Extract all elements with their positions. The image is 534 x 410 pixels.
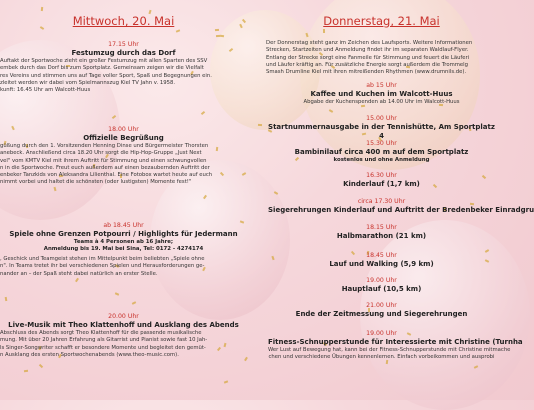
event-title: Siegerehrungen Kinderlauf und Auftritt der Bredenbeker Einradgru bbox=[268, 206, 534, 214]
event-subtitle: kostenlos und ohne Anmeldung bbox=[333, 157, 430, 163]
event-text: enbeker Tanzkids von Aleksandra Lilienthal. Eine Fotobox wartet heute auf euch bbox=[0, 172, 213, 179]
event-text: embek durch das Dorf bis zum Sportplatz. Gemeinsam zeigen wir die Vielfalt bbox=[0, 65, 204, 72]
event-text: anebeck. Anschließend circa 18.20 Uhr sorgt die Hip-Hop-Gruppe „Just Next bbox=[0, 150, 202, 157]
event-bambinilauf bbox=[252, 140, 495, 164]
event-kaffee-kuchen bbox=[252, 82, 495, 106]
event-text: Wer Lust auf Bewegung hat, kann bei der Fitness-Schnupperstunde mit Christine mitmache bbox=[268, 347, 511, 353]
event-title: Startnummernausgabe in der Tennishütte, Am Sportplatz 4 bbox=[268, 123, 495, 140]
event-fitness bbox=[252, 330, 523, 361]
event-kinderlauf bbox=[252, 172, 495, 189]
event-time: 20.00 Uhr bbox=[108, 313, 139, 320]
event-time: 18.15 Uhr bbox=[366, 224, 397, 231]
intro-line: Der Donnerstag steht ganz im Zeichen des Laufsports. Weitere Informationen bbox=[266, 40, 473, 46]
intro-line: und Läufer kräftig an. Für zusätzliche Energie sorgt außerdem die Trommelg bbox=[266, 61, 468, 68]
wednesday-column bbox=[0, 0, 247, 400]
event-time: 15.00 Uhr bbox=[366, 115, 397, 122]
event-title: Festumzug durch das Dorf bbox=[71, 49, 176, 57]
event-time: ab 18.45 Uhr bbox=[103, 222, 144, 229]
event-title: Offizielle Begrüßung bbox=[83, 134, 164, 142]
event-text: ls Singer-Songwriter schafft er besondere Momente und begleitet den gemüt- bbox=[0, 344, 206, 351]
event-text: nander an – der Spaß steht dabei natürlich an erster Stelle. bbox=[0, 270, 158, 277]
event-text: Auftakt der Sportwoche zieht ein großer Festumzug mit allen Sparten des SSV bbox=[0, 58, 208, 64]
event-title: Live-Musik mit Theo Klattenhoff und Ausklang des Abends bbox=[8, 321, 239, 329]
intro-line: Entlang der Strecke sorgt eine Fanmeile für Stimmung und feuert die Läuferi bbox=[266, 54, 470, 61]
day-heading: Donnerstag, 21. Mai bbox=[323, 14, 440, 28]
event-text: Abschluss des Abends sorgt Theo Klattenhoff für die passende musikalische bbox=[0, 330, 202, 336]
event-title: Hauptlauf (10,5 km) bbox=[341, 285, 422, 293]
event-title: Lauf und Walking (5,9 km) bbox=[329, 260, 434, 268]
event-halbmarathon bbox=[252, 224, 495, 241]
event-text: n Ausklang des ersten Sportwochenabends (www.theo-music.com). bbox=[0, 351, 179, 358]
event-text: n in die Sportwoche. Freut euch außerdem auf einen bezaubernden Auftritt der bbox=[0, 164, 210, 171]
event-text: chen und verschiedene Übungen kennenlernen. Einfach vorbeikommen und ausprobi bbox=[268, 353, 495, 360]
event-text: zleitet werden wir dabei vom Spielmannszug Kiel TV Jahn v. 1958. bbox=[0, 79, 176, 86]
event-text: vel" vom KMTV Kiel mit ihrem Auftritt für Stimmung und einen schwungvollen bbox=[0, 157, 207, 164]
event-title: Kaffee und Kuchen im Walcott-Huus bbox=[310, 90, 453, 98]
event-title: Ende der Zeitmessung und Siegerehrungen bbox=[295, 310, 468, 318]
event-time: 15.30 Uhr bbox=[366, 140, 397, 147]
event-time: 18.45 Uhr bbox=[366, 252, 397, 259]
event-time: 17.15 Uhr bbox=[108, 41, 139, 48]
event-text: res Vereins und stimmen uns auf Tage voller Sport, Spaß und Begegnungen ein. bbox=[0, 72, 212, 79]
event-time: 16.30 Uhr bbox=[366, 172, 397, 179]
event-subtitle: Teams à 4 Personen ab 16 Jahre; bbox=[73, 239, 174, 245]
event-time: 19.00 Uhr bbox=[366, 277, 397, 284]
event-subtitle: Anmeldung bis 19. Mai bei Sina, Tel: 0172 - 4274174 bbox=[43, 246, 204, 252]
event-time: 21.00 Uhr bbox=[366, 302, 397, 309]
event-time: 18.00 Uhr bbox=[108, 126, 139, 133]
event-text: n". In Teams tretet ihr bei verschiedenen Spielen und Herausforderungen ge- bbox=[0, 263, 205, 270]
event-hauptlauf bbox=[252, 277, 495, 294]
event-text: güßung durch den 1. Vorsitzenden Henning Dinse und Bürgermeister Thorsten bbox=[0, 143, 209, 149]
day-heading: Mittwoch, 20. Mai bbox=[72, 14, 175, 28]
intro-text bbox=[252, 40, 495, 76]
event-text: nimmt vorbei und haltet die schönsten (oder lustigsten) Momente fest!" bbox=[0, 179, 192, 186]
event-title: Spiele ohne Grenzen Potpourri / Highlights für Jedermann bbox=[9, 230, 238, 238]
event-live-musik bbox=[0, 313, 247, 359]
event-text: mung. Mit über 20 Jahren Erfahrung als Gitarrist und Pianist sowie fast 10 Jah- bbox=[0, 337, 208, 344]
event-text: Abgabe der Kuchenspenden ab 14.00 Uhr im Walcott-Huus bbox=[303, 99, 460, 105]
intro-line: Strecken, Startzeiten und Anmeldung findet ihr im separaten Waldlauf-Flyer. bbox=[266, 47, 469, 54]
event-lauf-walking bbox=[252, 252, 495, 269]
thursday-column bbox=[252, 0, 534, 400]
event-siegerehrung-kinder bbox=[252, 198, 534, 215]
intro-line: Smash Drumline Kiel mit ihren mitreißenden Rhythmen (www.drumnils.de). bbox=[266, 69, 467, 76]
event-title: Kinderlauf (1,7 km) bbox=[343, 180, 420, 188]
event-festumzug bbox=[0, 41, 247, 94]
event-time: 19.00 Uhr bbox=[366, 330, 397, 337]
event-text: , Geschick und Teamgeist stehen im Mittelpunkt beim beliebten „Spiele ohne bbox=[0, 256, 205, 262]
event-title: Halbmarathon (21 km) bbox=[336, 232, 427, 240]
event-time: ab 15 Uhr bbox=[366, 82, 397, 89]
event-zeitmessung-ende bbox=[252, 302, 495, 319]
event-begruessung bbox=[0, 126, 247, 187]
event-spiele-ohne-grenzen bbox=[0, 222, 247, 278]
event-text: kunft: 16.45 Uhr am Walcott-Huus bbox=[0, 87, 91, 94]
event-title: Bambinilauf circa 400 m auf dem Sportplatz bbox=[294, 148, 469, 156]
event-time: circa 17.30 Uhr bbox=[357, 198, 406, 205]
event-title: Fitness-Schnupperstunde für Interessierte mit Christine (Turnha bbox=[268, 338, 523, 346]
event-startnummern bbox=[252, 115, 495, 141]
